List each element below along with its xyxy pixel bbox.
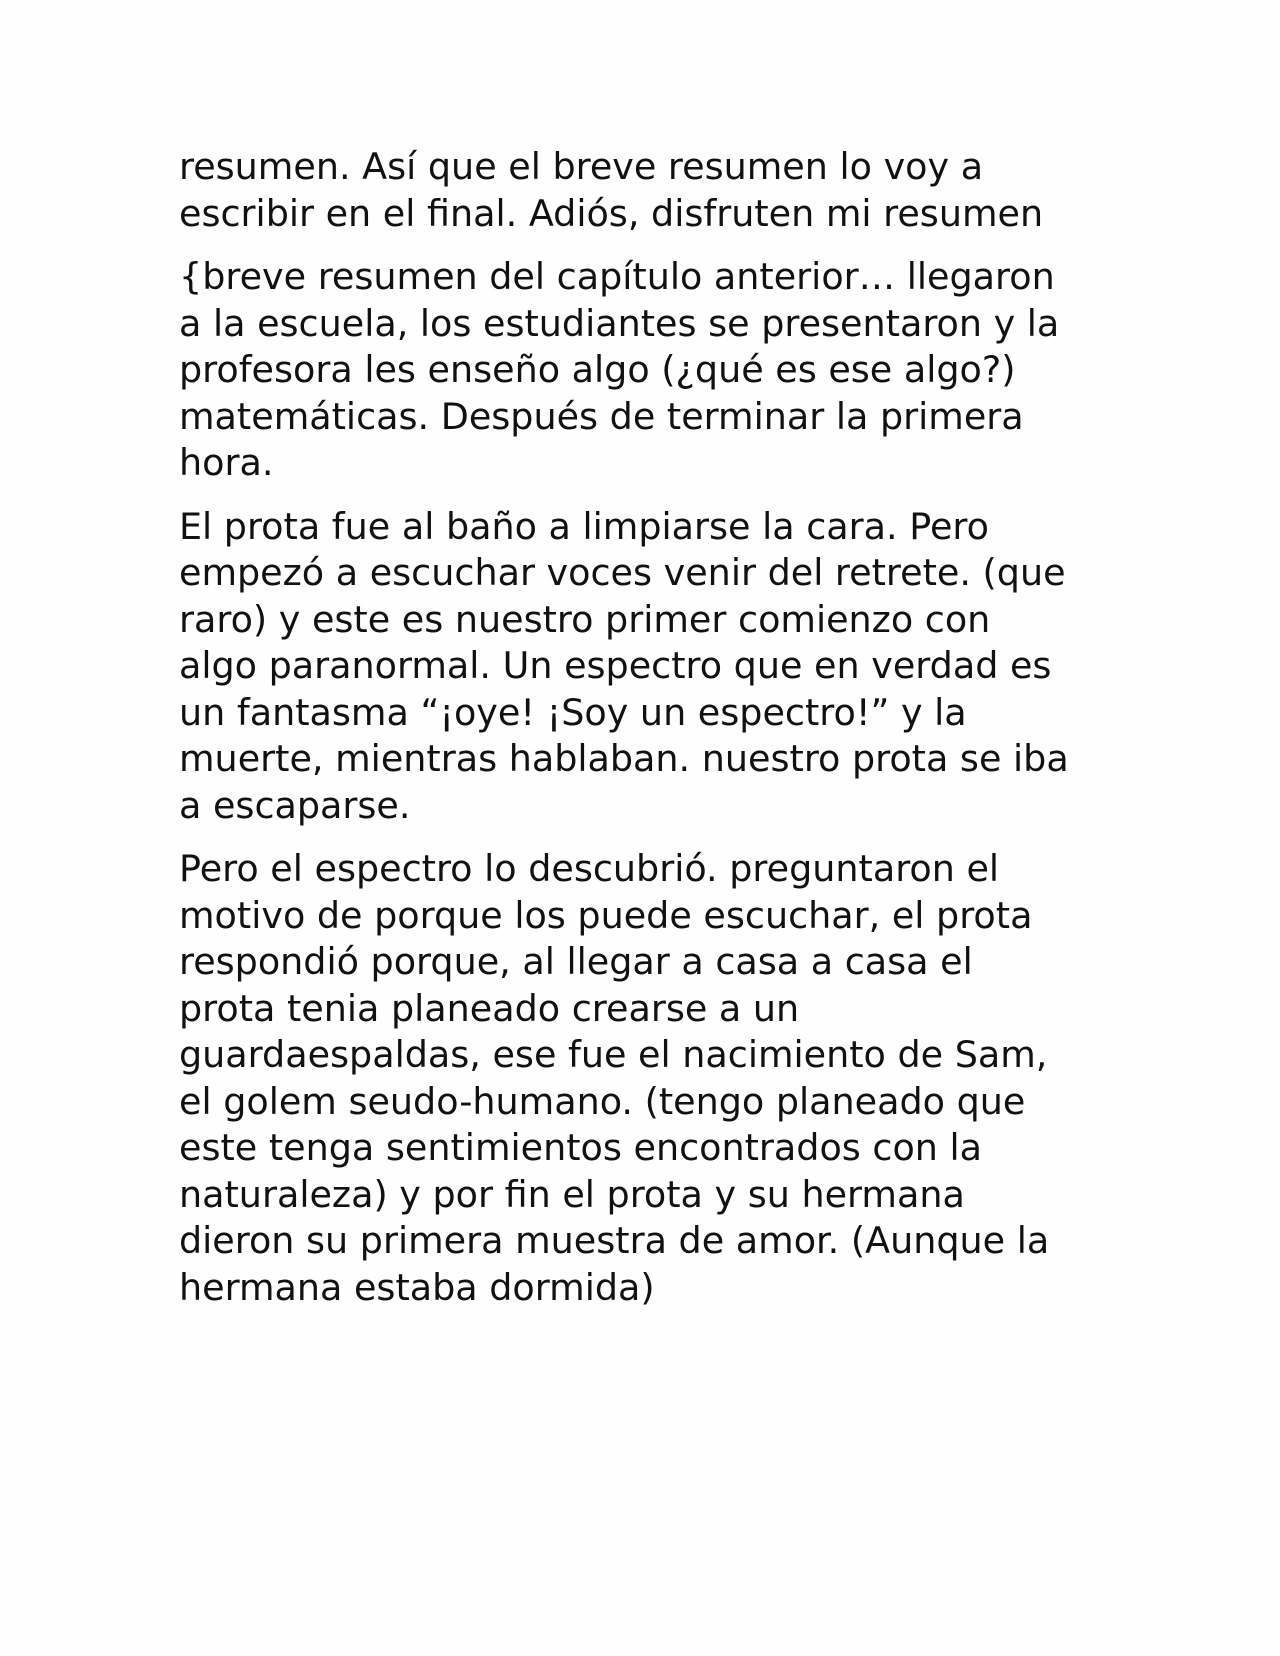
paragraph-4: Pero el espectro lo descubrió. preguntaron el motivo de porque los puede escuchar, el prota respondió porque, al llegar a casa a casa el prota tenia planeado crearse a un guardaespaldas, ese fue el nacimiento de Sam, el golem seudo-humano. (tengo planeado que este tenga sentimientos encontrados con la naturaleza) y por fin el prota y su hermana dieron su primera muestra de amor. (Aunque la hermana estaba dormida): [179, 847, 1050, 1309]
paragraph-1: resumen. Así que el breve resumen lo voy a escribir en el final. Adiós, disfruten mi resumen: [179, 145, 1044, 235]
document-page: [179, 144, 1119, 1328]
paragraph-3: El prota fue al baño a limpiarse la cara. Pero empezó a escuchar voces venir del retrete. (que raro) y este es nuestro primer comienzo con algo paranormal. Un espectro que en verdad es un fantasma “¡oye! ¡Soy un espectro!” y la muerte, mientras hablaban. nuestro prota se iba a escaparse.: [179, 504, 1069, 827]
paragraph-2: {breve resumen del capítulo anterior… llegaron a la escuela, los estudiantes se presentaron y la profesora les enseño algo (¿qué es ese algo?) matemáticas. Después de terminar la primera hora.: [179, 255, 1060, 484]
